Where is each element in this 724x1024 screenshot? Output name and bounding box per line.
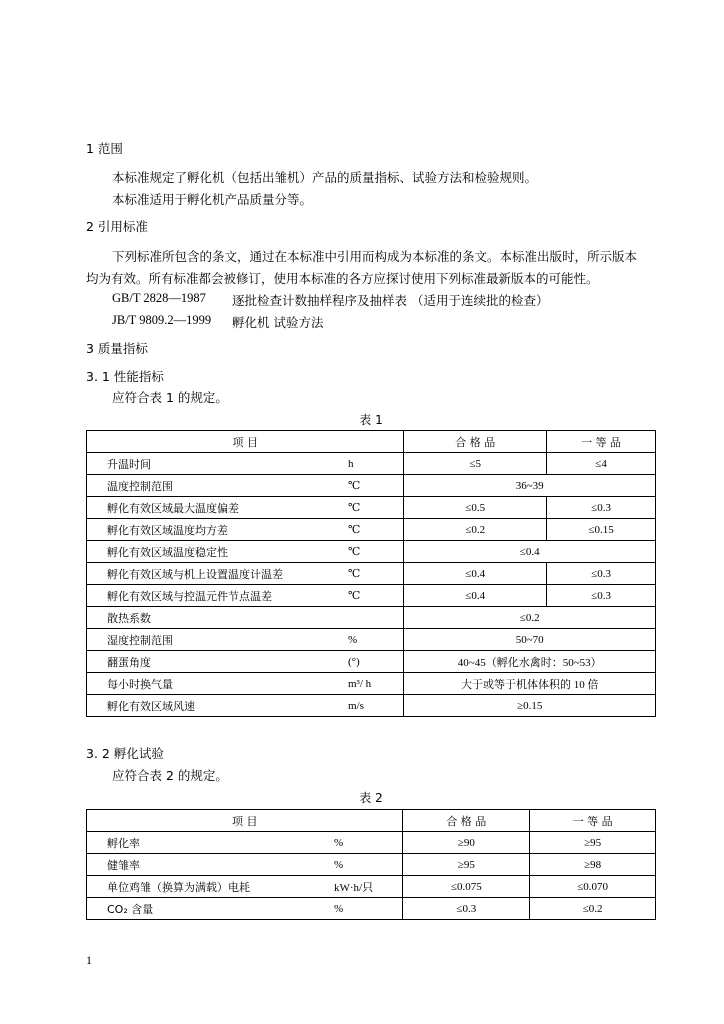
table-2-pass-value-cell: ≤0.3 bbox=[403, 898, 530, 920]
table-2-item-cell: 孵化率 bbox=[87, 832, 335, 854]
table-1-merged-value-cell: 36~39 bbox=[404, 475, 656, 497]
table-1-pass-value-cell: ≤0.2 bbox=[404, 519, 547, 541]
table-1-unit-cell bbox=[348, 607, 404, 629]
section-1-paragraph-1: 本标准规定了孵化机（包括出雏机）产品的质量指标、试验方法和检验规则。 bbox=[112, 170, 538, 185]
table-1-merged-value-cell: 40~45（孵化水禽时：50~53） bbox=[404, 651, 656, 673]
table-1-unit-cell: m/s bbox=[348, 695, 404, 717]
table-1-unit-cell: ℃ bbox=[348, 585, 404, 607]
table-1-pass-value-cell: ≤0.4 bbox=[404, 585, 547, 607]
table-1-item-cell: 孵化有效区域风速 bbox=[87, 695, 349, 717]
table-2-first-value-cell: ≥98 bbox=[530, 854, 656, 876]
section-2-title: 2 引用标准 bbox=[86, 219, 148, 234]
table-2-unit-cell: % bbox=[334, 854, 403, 876]
table-2-header-item: 项 目 bbox=[87, 810, 403, 832]
reference-1-title: 逐批检查计数抽样程序及抽样表 （适用于连续批的检查） bbox=[232, 293, 549, 308]
table-2-pass-value-cell: ≤0.075 bbox=[403, 876, 530, 898]
table-1-item-cell: 孵化有效区域与机上设置温度计温差 bbox=[87, 563, 349, 585]
table-2-caption: 表 2 bbox=[359, 791, 383, 805]
table-1-row bbox=[87, 629, 656, 651]
table-1-caption: 表 1 bbox=[359, 413, 383, 427]
table-1-first-value-cell: ≤0.3 bbox=[547, 563, 656, 585]
table-1-row bbox=[87, 673, 656, 695]
table-1-header-first: 一 等 品 bbox=[547, 431, 656, 453]
table-1-item-cell: 每小时换气量 bbox=[87, 673, 349, 695]
table-2-header-pass: 合 格 品 bbox=[403, 810, 530, 832]
section-2-paragraph-line-2: 均为有效。所有标准都会被修订，使用本标准的各方应探讨使用下列标准最新版本的可能性。 bbox=[86, 271, 599, 286]
table-1-merged-value-cell: ≤0.4 bbox=[404, 541, 656, 563]
table-2-first-value-cell: ≥95 bbox=[530, 832, 656, 854]
table-1-row bbox=[87, 453, 656, 475]
table-1-first-value-cell: ≤0.3 bbox=[547, 497, 656, 519]
table-1-pass-value-cell: ≤0.4 bbox=[404, 563, 547, 585]
table-1-item-cell: 孵化有效区域最大温度偏差 bbox=[87, 497, 349, 519]
table-1-pass-value-cell: ≤5 bbox=[404, 453, 547, 475]
table-1-unit-cell: m³/ h bbox=[348, 673, 404, 695]
section-3-2-title: 3. 2 孵化试验 bbox=[86, 746, 164, 761]
table-2-item-cell: CO₂ 含量 bbox=[87, 898, 335, 920]
table-1-unit-cell: (°) bbox=[348, 651, 404, 673]
table-2-pass-value-cell: ≥90 bbox=[403, 832, 530, 854]
table-1-pass-value-cell: ≤0.5 bbox=[404, 497, 547, 519]
table-2-item-cell: 健雏率 bbox=[87, 854, 335, 876]
table-1-row bbox=[87, 585, 656, 607]
reference-2-title: 孵化机 试验方法 bbox=[232, 315, 324, 330]
table-1-row bbox=[87, 475, 656, 497]
table-1-header-pass: 合 格 品 bbox=[404, 431, 547, 453]
table-1-first-value-cell: ≤0.15 bbox=[547, 519, 656, 541]
section-3-title: 3 质量指标 bbox=[86, 341, 148, 356]
table-2-row bbox=[87, 854, 656, 876]
table-1-row bbox=[87, 651, 656, 673]
table-2 bbox=[86, 809, 656, 920]
table-2-pass-value-cell: ≥95 bbox=[403, 854, 530, 876]
table-1-item-cell: 孵化有效区域温度均方差 bbox=[87, 519, 349, 541]
table-1-row bbox=[87, 563, 656, 585]
table-2-item-cell: 单位鸡雏（换算为满载）电耗 bbox=[87, 876, 335, 898]
table-1-item-cell: 升温时间 bbox=[87, 453, 349, 475]
table-2-first-value-cell: ≤0.070 bbox=[530, 876, 656, 898]
table-2-row bbox=[87, 876, 656, 898]
table-1-row bbox=[87, 497, 656, 519]
table-1 bbox=[86, 430, 656, 717]
table-1-first-value-cell: ≤4 bbox=[547, 453, 656, 475]
table-1-row bbox=[87, 519, 656, 541]
table-1-row bbox=[87, 695, 656, 717]
table-1-item-cell: 温度控制范围 bbox=[87, 475, 349, 497]
table-1-unit-cell: ℃ bbox=[348, 563, 404, 585]
table-1-item-cell: 孵化有效区域温度稳定性 bbox=[87, 541, 349, 563]
table-1-first-value-cell: ≤0.3 bbox=[547, 585, 656, 607]
table-1-merged-value-cell: 50~70 bbox=[404, 629, 656, 651]
table-1-merged-value-cell: 大于或等于机体体积的 10 倍 bbox=[404, 673, 656, 695]
section-1-title: 1 范围 bbox=[86, 141, 123, 156]
table-1-item-cell: 孵化有效区域与控温元件节点温差 bbox=[87, 585, 349, 607]
table-1-unit-cell: ℃ bbox=[348, 541, 404, 563]
section-3-1-title: 3. 1 性能指标 bbox=[86, 369, 164, 384]
table-1-item-cell: 湿度控制范围 bbox=[87, 629, 349, 651]
table-2-first-value-cell: ≤0.2 bbox=[530, 898, 656, 920]
section-2-paragraph-line-1: 下列标准所包含的条文，通过在本标准中引用而构成为本标准的条文。本标准出版时，所示版本 bbox=[112, 249, 638, 264]
table-1-row bbox=[87, 607, 656, 629]
table-1-unit-cell: ℃ bbox=[348, 475, 404, 497]
table-1-row bbox=[87, 541, 656, 563]
table-1-item-cell: 翻蛋角度 bbox=[87, 651, 349, 673]
reference-1-code: GB/T 2828—1987 bbox=[112, 291, 206, 305]
table-1-item-cell: 散热系数 bbox=[87, 607, 349, 629]
section-3-1-paragraph: 应符合表 1 的规定。 bbox=[112, 390, 228, 405]
table-2-unit-cell: kW·h/只 bbox=[334, 876, 403, 898]
table-1-merged-value-cell: ≥0.15 bbox=[404, 695, 656, 717]
table-1-header-item: 项 目 bbox=[87, 431, 404, 453]
table-2-unit-cell: % bbox=[334, 898, 403, 920]
reference-2-code: JB/T 9809.2—1999 bbox=[112, 313, 212, 327]
table-1-unit-cell: ℃ bbox=[348, 519, 404, 541]
table-1-merged-value-cell: ≤0.2 bbox=[404, 607, 656, 629]
section-3-2-paragraph: 应符合表 2 的规定。 bbox=[112, 768, 228, 783]
table-1-unit-cell: ℃ bbox=[348, 497, 404, 519]
table-2-header-row bbox=[87, 810, 656, 832]
table-1-header-row bbox=[87, 431, 656, 453]
table-1-unit-cell: % bbox=[348, 629, 404, 651]
table-2-header-first: 一 等 品 bbox=[530, 810, 656, 832]
table-2-row bbox=[87, 832, 656, 854]
page-number: 1 bbox=[86, 953, 92, 967]
table-2-unit-cell: % bbox=[334, 832, 403, 854]
table-1-unit-cell: h bbox=[348, 453, 404, 475]
table-2-row bbox=[87, 898, 656, 920]
section-1-paragraph-2: 本标准适用于孵化机产品质量分等。 bbox=[112, 192, 313, 207]
